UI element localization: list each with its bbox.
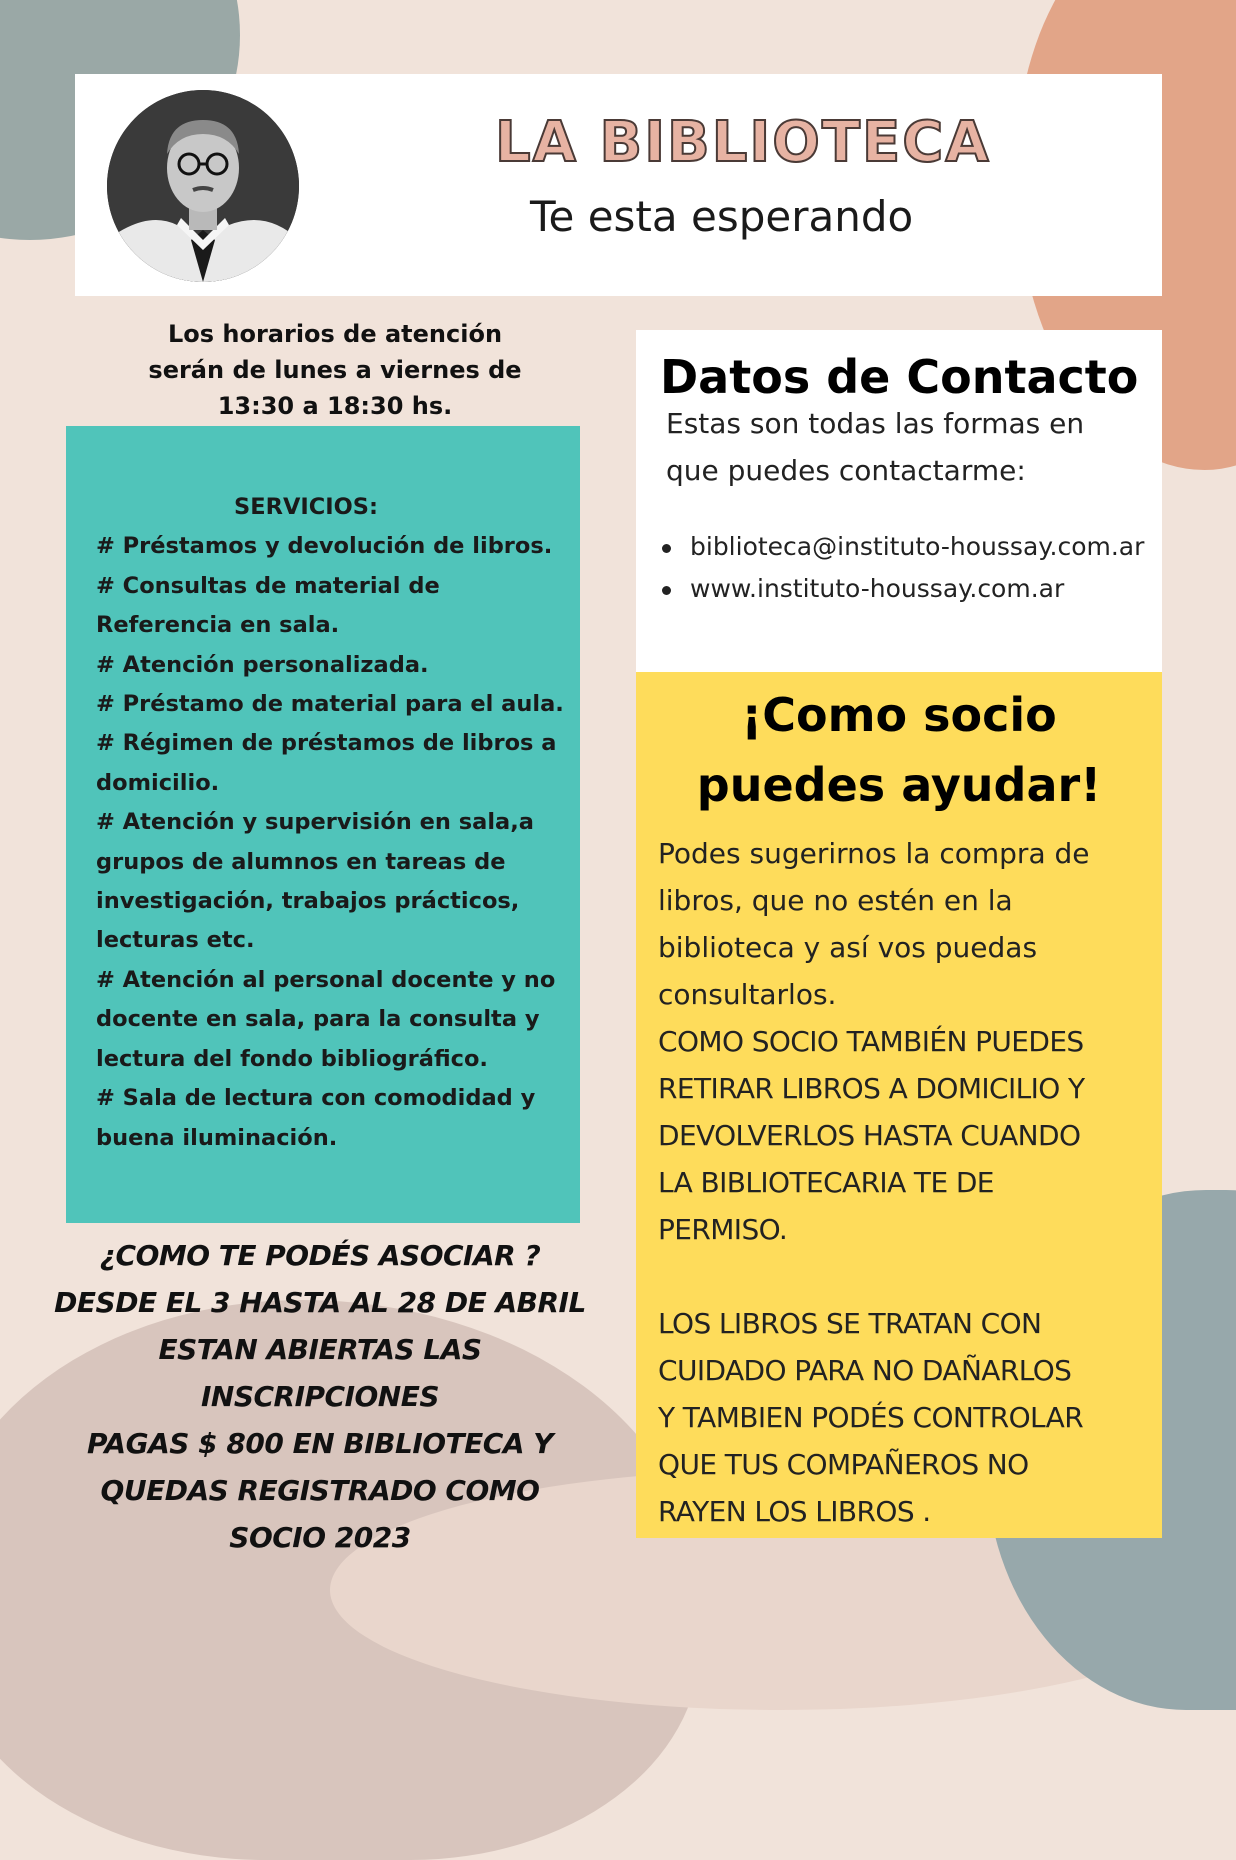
member-text-line: RAYEN LOS LIBROS . [658,1495,931,1528]
member-title-line: puedes ayudar! [696,758,1102,812]
contact-title: Datos de Contacto [660,350,1139,404]
membership-line: ESTAN ABIERTAS LAS [158,1333,482,1366]
member-panel [636,672,1162,1538]
service-line: # Atención y supervisión en sala,a [96,809,534,836]
hours-line: Los horarios de atención [167,320,503,348]
member-text-line: DEVOLVERLOS HASTA CUANDO [658,1119,1081,1152]
member-text-line: PERMISO. [658,1213,788,1246]
membership-line: INSCRIPCIONES [200,1380,440,1413]
membership-line: PAGAS $ 800 EN BIBLIOTECA Y [86,1427,554,1460]
service-line: domicilio. [96,769,220,796]
contact-panel [636,330,1162,672]
service-line: # Sala de lectura con comodidad y [96,1085,536,1112]
member-text-line: libros, que no estén en la [658,884,1013,917]
service-line: # Atención personalizada. [96,651,429,678]
contact-intro-line: Estas son todas las formas en [666,407,1085,440]
opening-hours [120,316,550,424]
portrait-photo [107,90,299,282]
service-line: # Atención al personal docente y no [96,966,556,993]
service-line: lectura del fondo bibliográfico. [96,1045,488,1072]
header-banner [75,74,1162,296]
membership-line: DESDE EL 3 HASTA AL 28 DE ABRIL [54,1286,586,1319]
contact-intro [666,400,1146,494]
member-text-line: consultarlos. [658,978,837,1011]
member-text [658,830,1158,1535]
member-text-line: LA BIBLIOTECARIA TE DE [658,1166,994,1199]
hours-line: 13:30 a 18:30 hs. [217,392,453,420]
paragraph-gap [658,1253,1158,1300]
membership-line: QUEDAS REGISTRADO COMO [100,1474,540,1507]
member-text-line: CUIDADO PARA NO DAÑARLOS [658,1354,1072,1387]
page-title: LA BIBLIOTECA [495,110,991,175]
member-text-line: RETIRAR LIBROS A DOMICILIO Y [658,1072,1085,1105]
member-text-line: biblioteca y así vos puedas [658,931,1038,964]
member-text-line: QUE TUS COMPAÑEROS NO [658,1448,1029,1481]
contact-email-link[interactable]: biblioteca@instituto-houssay.com.ar [660,526,1144,568]
service-line: # Régimen de préstamos de libros a [96,730,557,757]
page-subtitle: Te esta esperando [530,192,914,241]
contact-website-link[interactable]: www.instituto-houssay.com.ar [660,568,1144,610]
service-line: grupos de alumnos en tareas de [96,848,506,875]
contact-list [660,526,1144,610]
membership-line: SOCIO 2023 [229,1521,411,1554]
member-text-line: Podes sugerirnos la compra de [658,837,1090,870]
services-title: SERVICIOS: [234,494,378,520]
contact-intro-line: que puedes contactarme: [666,454,1026,487]
service-line: # Préstamos y devolución de libros. [96,533,553,560]
member-text-line: Y TAMBIEN PODÉS CONTROLAR [658,1401,1084,1434]
service-line: docente en sala, para la consulta y [96,1006,540,1033]
service-line: buena iluminación. [96,1124,338,1151]
member-text-line: LOS LIBROS SE TRATAN CON [658,1307,1042,1340]
member-title [636,680,1162,820]
member-text-line: COMO SOCIO TAMBIÉN PUEDES [658,1025,1084,1058]
service-line: investigación, trabajos prácticos, [96,888,520,915]
service-line: # Consultas de material de [96,572,440,599]
membership-info [40,1232,600,1561]
service-line: Referencia en sala. [96,612,340,639]
hours-line: serán de lunes a viernes de [148,356,522,384]
service-line: # Préstamo de material para el aula. [96,691,564,718]
member-title-line: ¡Como socio [741,688,1057,742]
services-panel [66,426,580,1223]
membership-line: ¿COMO TE PODÉS ASOCIAR ? [99,1239,541,1272]
service-line: lecturas etc. [96,927,255,954]
